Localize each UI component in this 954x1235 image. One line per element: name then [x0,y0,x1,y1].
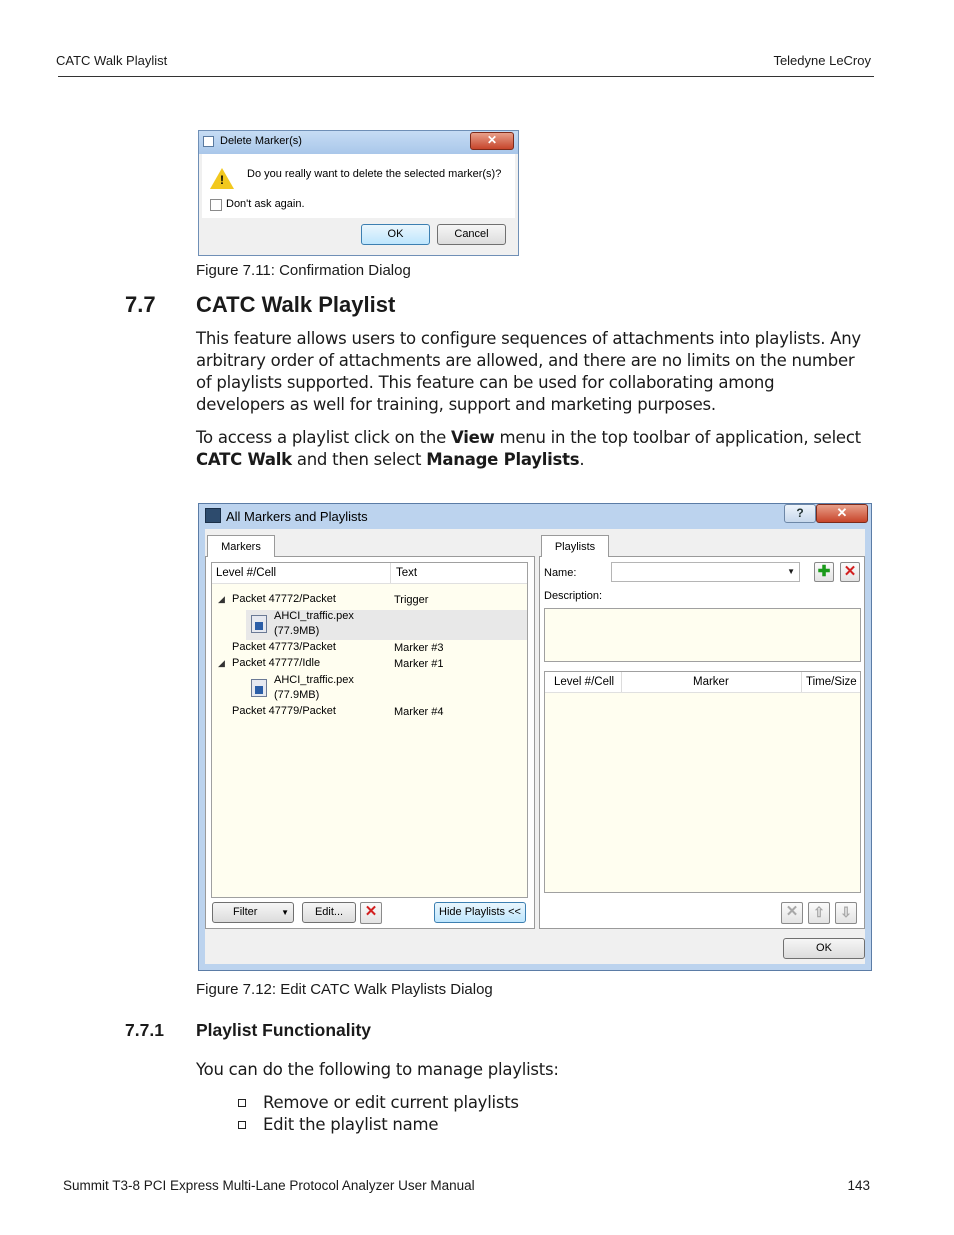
attachment-name[interactable]: AHCI_traffic.pex [274,610,354,622]
page-number: 143 [847,1178,870,1193]
move-down-icon[interactable]: ⇩ [835,902,857,924]
running-header-left: CATC Walk Playlist [56,53,168,68]
playlist-grid-header [545,672,860,693]
subsection-number: 7.7.1 [125,1020,164,1040]
delete-playlist-icon[interactable]: ✕ [840,562,860,582]
bullet-item: Edit the playlist name [263,1115,439,1134]
dialog-titlebar [199,504,871,529]
dialog-titlebar [199,131,518,154]
section-number: 7.7 [125,292,156,317]
running-header-right: Teledyne LeCroy [773,53,871,68]
add-playlist-icon[interactable]: ✚ [814,562,834,582]
edit-button[interactable]: Edit... [302,902,356,923]
markers-grid-header [212,563,527,584]
chevron-down-icon: ▼ [787,567,795,576]
markers-playlists-dialog [198,503,872,971]
header-rule [58,76,874,77]
dialog-title: All Markers and Playlists [226,509,368,524]
marker-row-cell[interactable]: Packet 47779/Packet [232,705,336,717]
column-header-time-size[interactable]: Time/Size [806,676,857,688]
expand-icon[interactable]: ◢ [218,658,225,668]
name-label: Name: [544,567,577,579]
marker-row-text[interactable]: Marker #3 [394,642,444,654]
ok-button[interactable]: OK [783,938,865,959]
manage-playlists-ref: Manage Playlists [426,450,580,469]
remove-entry-icon[interactable]: ✕ [781,902,803,924]
marker-row-text[interactable]: Trigger [394,594,429,606]
description-field[interactable] [544,608,861,662]
bullet-item: Remove or edit current playlists [263,1093,519,1112]
column-header-level[interactable]: Level #/Cell [554,676,615,688]
markers-panel [205,556,535,929]
marker-row-text[interactable]: Marker #1 [394,658,444,670]
playlist-grid [544,671,861,893]
delete-marker-dialog [198,130,519,256]
column-header-marker[interactable]: Marker [693,676,729,688]
section-paragraph-1: This feature allows users to configure sequences of attachments into playlists. Any arbitrary order of attachments are allowed, and there are no limits on the number of playlists supported. This feature can be used for collaborating among developers as well for training, support and marketing purposes. [196,329,861,414]
bullet-icon [238,1099,246,1107]
dont-ask-checkbox[interactable] [210,199,222,211]
markers-grid [211,562,528,898]
app-icon [203,136,214,147]
column-header-level[interactable]: Level #/Cell [216,567,277,579]
dialog-client-area [205,529,865,964]
close-icon[interactable]: ✕ [816,504,868,523]
close-icon[interactable]: ✕ [470,132,514,150]
file-icon [251,615,267,633]
footer-title: Summit T3-8 PCI Express Multi-Lane Protocol Analyzer User Manual [63,1178,475,1193]
delete-marker-icon[interactable]: ✕ [360,902,382,924]
marker-row-text[interactable]: Marker #4 [394,706,444,718]
warning-icon-mark: ! [220,173,224,187]
file-icon [251,679,267,697]
ok-button[interactable]: OK [361,224,430,245]
dialog-button-bar [202,218,515,252]
expand-icon[interactable]: ◢ [218,594,225,604]
marker-row-cell[interactable]: Packet 47777/Idle [232,657,321,669]
description-label: Description: [544,590,603,602]
attachment-size[interactable]: (77.9MB) [274,625,320,637]
figure-caption-7-12: Figure 7.12: Edit CATC Walk Playlists Dialog [196,981,493,998]
hide-playlists-button[interactable]: Hide Playlists << [434,902,526,923]
subsection-intro: You can do the following to manage playlists: [196,1060,559,1079]
subsection-title: Playlist Functionality [196,1020,372,1040]
playlist-name-select[interactable] [611,562,800,582]
move-up-icon[interactable]: ⇧ [808,902,830,924]
dialog-body [202,154,515,252]
filter-dropdown[interactable]: Filter ▼ [212,902,294,923]
playlists-panel [539,556,865,929]
chevron-down-icon: ▼ [281,908,289,917]
marker-row-cell[interactable]: Packet 47773/Packet [232,641,336,653]
view-menu-ref: View [450,428,495,447]
tab-markers[interactable]: Markers [207,535,275,557]
section-paragraph-2: To access a playlist click on the View menu in the top toolbar of application, select CATC Walk and then select Manage Playlists. [196,428,861,469]
app-icon [205,508,221,523]
help-icon[interactable]: ? [784,504,816,523]
attachment-name[interactable]: AHCI_traffic.pex [274,674,354,686]
dialog-message: Do you really want to delete the selected marker(s)? [247,168,502,180]
marker-row-cell[interactable]: Packet 47772/Packet [232,593,336,605]
cancel-button[interactable]: Cancel [437,224,506,245]
attachment-size[interactable]: (77.9MB) [274,689,320,701]
section-title: CATC Walk Playlist [196,292,396,317]
bullet-icon [238,1121,246,1129]
column-header-text[interactable]: Text [396,567,418,579]
tab-playlists[interactable]: Playlists [541,535,609,557]
catc-walk-ref: CATC Walk [196,450,292,469]
dialog-title: Delete Marker(s) [220,135,302,147]
dont-ask-label: Don't ask again. [226,198,305,210]
figure-caption-7-11: Figure 7.11: Confirmation Dialog [196,262,411,279]
